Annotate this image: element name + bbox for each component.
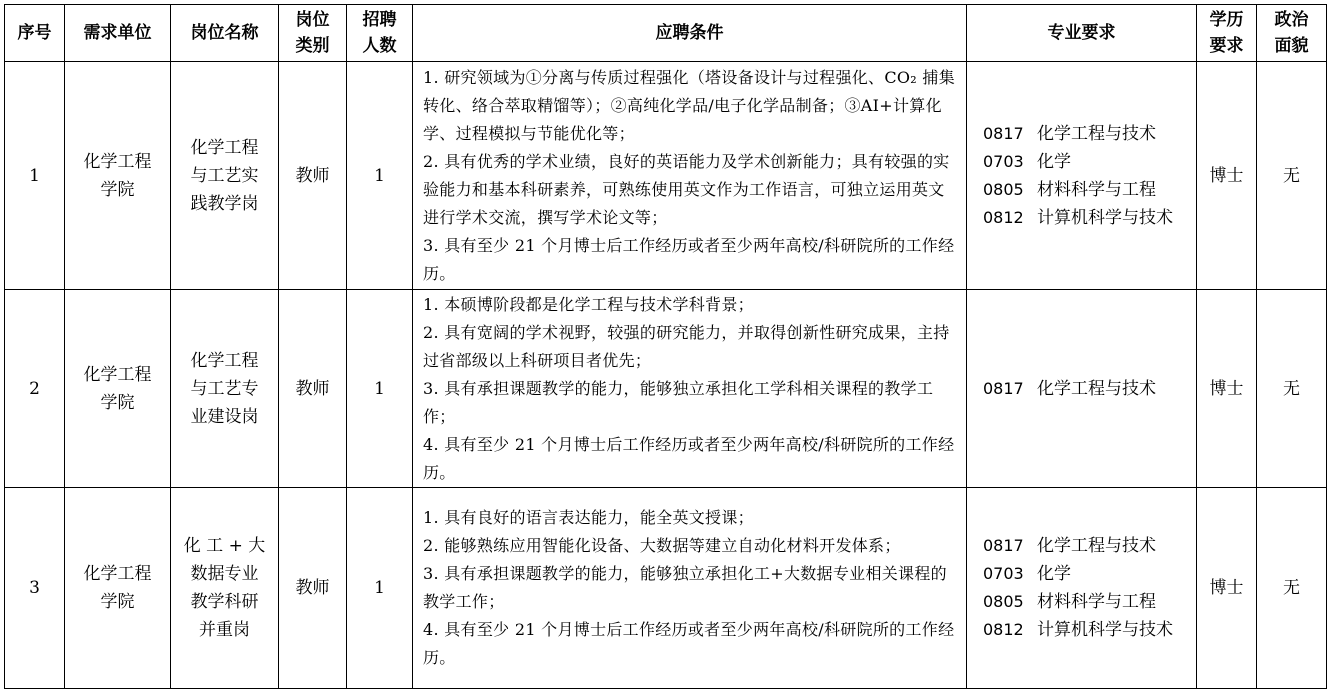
position-cell xyxy=(171,290,279,488)
header-conditions: 应聘条件 xyxy=(413,5,967,62)
major-item xyxy=(983,560,1196,588)
header-degree-line1: 学历 xyxy=(1209,10,1244,30)
condition-item: 1. 本硕博阶段都是化学工程与技术学科背景； xyxy=(423,294,754,314)
recruitment-table xyxy=(4,4,1327,689)
unit-cell xyxy=(65,62,171,290)
table-row xyxy=(5,488,1327,689)
major-name: 化学工程与技术 xyxy=(1037,123,1156,144)
unit-line: 学院 xyxy=(100,592,135,612)
condition-item: 2. 具有优秀的学术业绩，良好的英语能力及学术创新能力；具有较强的实验能力和基本科研素养，可熟练使用英文作为工作语言，可独立运用英文进行学术交流，撰写学术论文等； xyxy=(423,151,950,227)
table-row xyxy=(5,62,1327,290)
major-code: 0817 xyxy=(983,536,1024,555)
major-name: 计算机科学与技术 xyxy=(1037,207,1173,228)
unit-line: 学院 xyxy=(100,392,135,413)
major-code: 0805 xyxy=(983,179,1024,199)
major-name: 化学工程与技术 xyxy=(1037,378,1156,399)
unit-line: 化学工程 xyxy=(83,564,152,584)
condition-item: 4. 具有至少 21 个月博士后工作经历或者至少两年高校/科研院所的工作经历。 xyxy=(423,434,955,482)
major-item xyxy=(983,176,1196,204)
major-code: 0703 xyxy=(983,151,1024,171)
condition-item: 3. 具有承担课题教学的能力，能够独立承担化工学科相关课程的教学工作； xyxy=(423,378,934,426)
major-item xyxy=(983,588,1196,616)
position-line: 业建设岗 xyxy=(190,406,259,427)
degree-cell: 博士 xyxy=(1197,62,1257,290)
majors-cell xyxy=(967,488,1197,689)
category-cell: 教师 xyxy=(279,290,347,488)
position-line: 化 工 + 大 xyxy=(183,536,266,556)
count-cell: 1 xyxy=(347,62,413,290)
major-name: 材料科学与工程 xyxy=(1037,179,1156,200)
political-cell: 无 xyxy=(1257,488,1327,689)
political-cell: 无 xyxy=(1257,62,1327,290)
header-degree xyxy=(1197,5,1257,62)
header-unit: 需求单位 xyxy=(65,5,171,62)
majors-cell xyxy=(967,62,1197,290)
header-count-line2: 人数 xyxy=(362,36,397,56)
seq-cell: 2 xyxy=(5,290,65,488)
header-political-line1: 政治 xyxy=(1274,10,1309,30)
condition-item: 3. 具有承担课题教学的能力，能够独立承担化工+大数据专业相关课程的教学工作； xyxy=(423,564,947,611)
condition-item: 3. 具有至少 21 个月博士后工作经历或者至少两年高校/科研院所的工作经历。 xyxy=(423,235,955,283)
major-item xyxy=(983,532,1196,560)
unit-cell xyxy=(65,290,171,488)
header-category-line2: 类别 xyxy=(295,36,330,56)
position-line: 教学科研 xyxy=(190,592,259,612)
header-category xyxy=(279,5,347,62)
major-item xyxy=(983,375,1196,403)
major-name: 化学 xyxy=(1037,564,1071,584)
major-item xyxy=(983,120,1196,148)
position-line: 数据专业 xyxy=(190,564,259,584)
category-cell: 教师 xyxy=(279,62,347,290)
condition-item: 2. 具有宽阔的学术视野，较强的研究能力，并取得创新性研究成果，主持过省部级以上科研项目者优先； xyxy=(423,322,950,370)
seq-cell: 1 xyxy=(5,62,65,290)
count-cell: 1 xyxy=(347,290,413,488)
major-code: 0805 xyxy=(983,592,1024,611)
degree-cell: 博士 xyxy=(1197,290,1257,488)
position-cell xyxy=(171,488,279,689)
political-cell: 无 xyxy=(1257,290,1327,488)
major-code: 0812 xyxy=(983,620,1024,639)
unit-line: 化学工程 xyxy=(83,151,152,172)
unit-line: 化学工程 xyxy=(83,364,152,385)
major-name: 化学 xyxy=(1037,151,1071,172)
unit-cell xyxy=(65,488,171,689)
position-line: 与工艺实 xyxy=(190,165,259,186)
major-code: 0817 xyxy=(983,378,1024,398)
header-category-line1: 岗位 xyxy=(295,10,330,30)
seq-cell: 3 xyxy=(5,488,65,689)
header-count xyxy=(347,5,413,62)
condition-item: 1. 研究领域为①分离与传质过程强化（塔设备设计与过程强化、CO₂ 捕集转化、络合萃取精馏等）；②高纯化学品/电子化学品制备；③AI+计算化学、过程模拟与节能优化等； xyxy=(423,67,956,143)
major-code: 0812 xyxy=(983,207,1024,227)
condition-item: 2. 能够熟练应用智能化设备、大数据等建立自动化材料开发体系； xyxy=(423,536,901,555)
header-major: 专业要求 xyxy=(967,5,1197,62)
position-line: 化学工程 xyxy=(190,350,259,371)
degree-cell: 博士 xyxy=(1197,488,1257,689)
condition-item: 4. 具有至少 21 个月博士后工作经历或者至少两年高校/科研院所的工作经历。 xyxy=(423,620,955,667)
table-row xyxy=(5,290,1327,488)
condition-item: 1. 具有良好的语言表达能力，能全英文授课； xyxy=(423,508,754,527)
major-code: 0817 xyxy=(983,123,1024,143)
major-code: 0703 xyxy=(983,564,1024,583)
conditions-cell xyxy=(413,290,967,488)
header-political xyxy=(1257,5,1327,62)
header-count-line1: 招聘 xyxy=(362,10,397,30)
conditions-cell xyxy=(413,488,967,689)
count-cell: 1 xyxy=(347,488,413,689)
position-line: 并重岗 xyxy=(199,620,250,640)
header-row xyxy=(5,5,1327,62)
position-cell xyxy=(171,62,279,290)
major-name: 化学工程与技术 xyxy=(1037,536,1156,556)
category-cell: 教师 xyxy=(279,488,347,689)
header-political-line2: 面貌 xyxy=(1274,36,1309,56)
position-line: 化学工程 xyxy=(190,137,259,158)
header-position: 岗位名称 xyxy=(171,5,279,62)
major-item xyxy=(983,148,1196,176)
conditions-cell xyxy=(413,62,967,290)
header-seq: 序号 xyxy=(5,5,65,62)
major-name: 计算机科学与技术 xyxy=(1037,620,1173,640)
major-item xyxy=(983,204,1196,232)
major-item xyxy=(983,616,1196,644)
major-name: 材料科学与工程 xyxy=(1037,592,1156,612)
position-line: 与工艺专 xyxy=(190,378,259,399)
position-line: 践教学岗 xyxy=(190,193,259,214)
header-degree-line2: 要求 xyxy=(1209,36,1244,56)
unit-line: 学院 xyxy=(100,179,135,200)
majors-cell xyxy=(967,290,1197,488)
